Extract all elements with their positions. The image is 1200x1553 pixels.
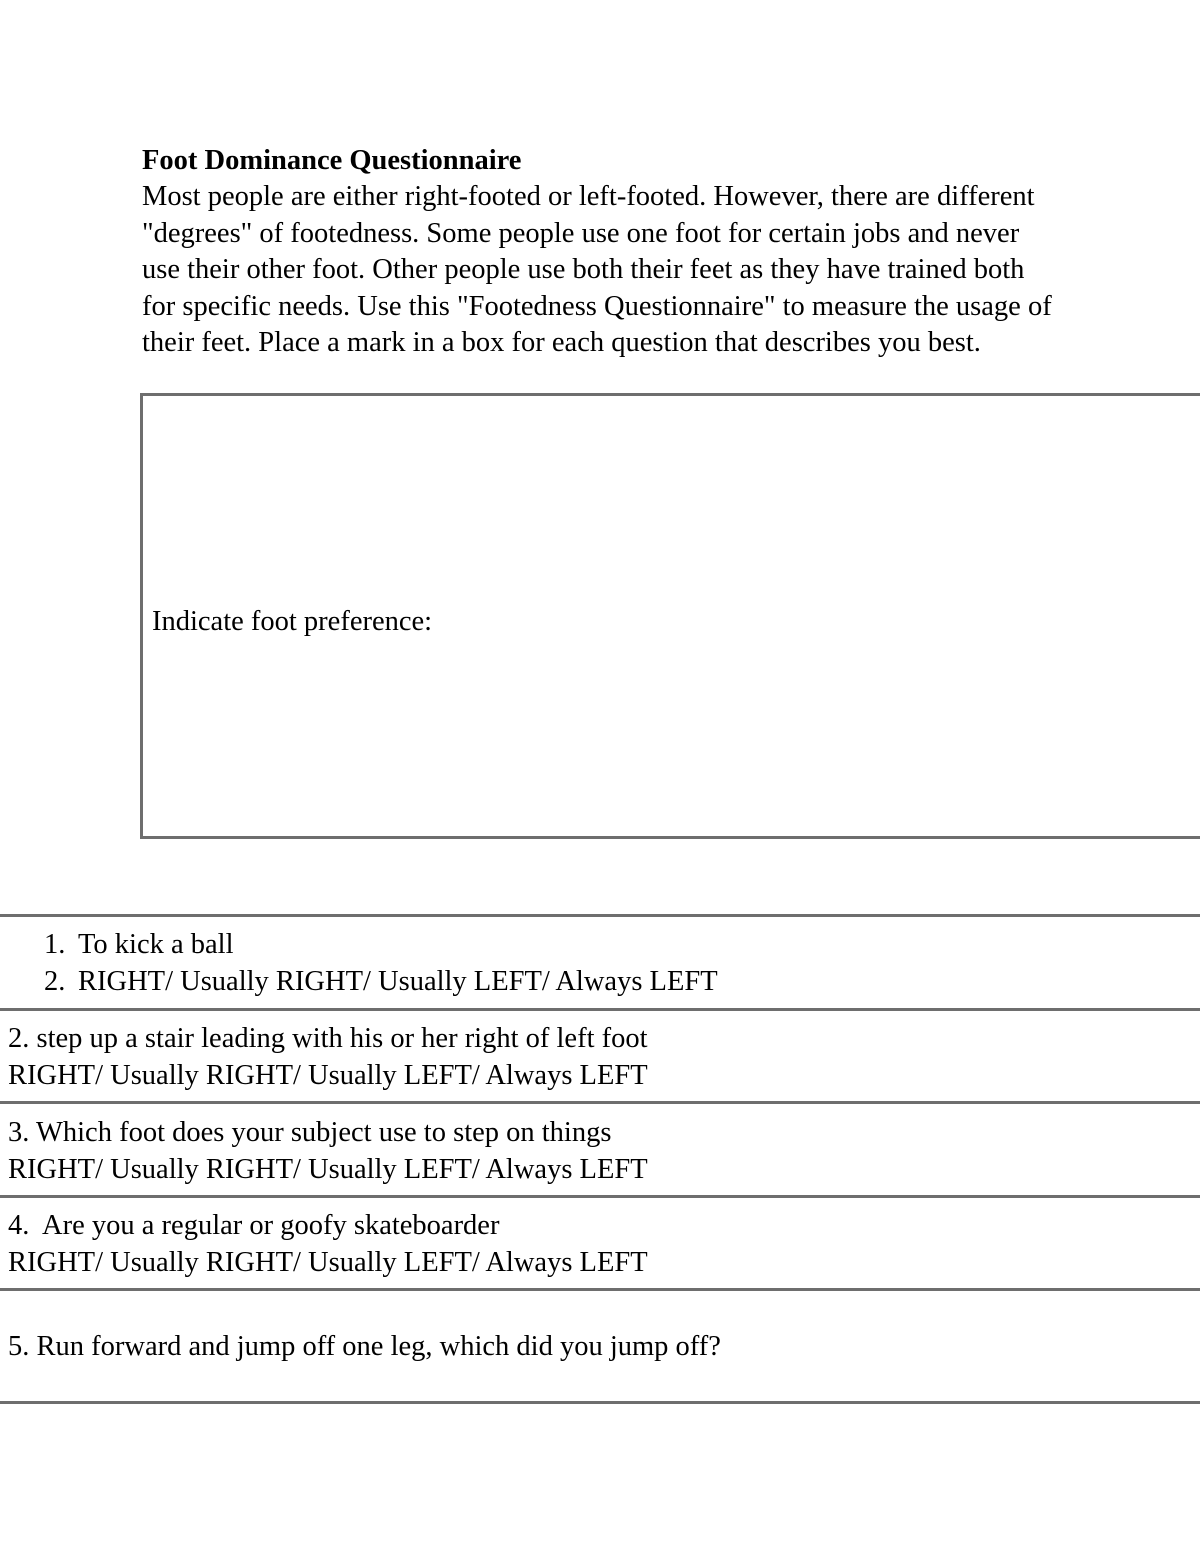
question-4-text: 4. Are you a regular or goofy skateboarder [8, 1210, 500, 1241]
intro-paragraph: Most people are either right-footed or left-footed. However, there are different "degrees" of footedness. Some people use one foot for certain jobs and never use their other foot. Other people use both their feet as they have trained both for specific needs. Use this "Footedness Questionnaire" to measure the usage of their feet. Place a mark in a box for each question that describes you best. [142, 181, 1052, 359]
page-title: Foot Dominance Questionnaire [142, 145, 522, 176]
question-2-options: RIGHT/ Usually RIGHT/ Usually LEFT/ Always LEFT [8, 1059, 648, 1091]
question-2 [8, 1021, 648, 1094]
question-1-text: 1. To kick a ball [44, 929, 234, 960]
divider-q1-q2 [0, 1008, 1200, 1011]
question-5-text: 5. Run forward and jump off one leg, which did you jump off? [8, 1331, 721, 1362]
question-3-text: 3. Which foot does your subject use to step on things [8, 1117, 612, 1148]
foot-preference-box[interactable] [140, 393, 1200, 839]
question-1 [44, 927, 718, 1000]
divider-top-q1 [0, 914, 1200, 917]
intro-section [142, 143, 1057, 361]
divider-q2-q3 [0, 1101, 1200, 1104]
question-4-options: RIGHT/ Usually RIGHT/ Usually LEFT/ Always LEFT [8, 1246, 648, 1278]
question-2-text: 2. step up a stair leading with his or her right of left foot [8, 1023, 648, 1054]
divider-bottom-q5 [0, 1401, 1200, 1404]
divider-q3-q4 [0, 1195, 1200, 1198]
question-5 [8, 1329, 721, 1366]
divider-q4-q5 [0, 1288, 1200, 1291]
foot-preference-label: Indicate foot preference: [152, 606, 433, 637]
question-3-options: RIGHT/ Usually RIGHT/ Usually LEFT/ Always LEFT [8, 1153, 648, 1185]
question-3 [8, 1115, 648, 1188]
question-1-options: 2. RIGHT/ Usually RIGHT/ Usually LEFT/ Always LEFT [44, 965, 718, 997]
question-4 [8, 1208, 648, 1281]
